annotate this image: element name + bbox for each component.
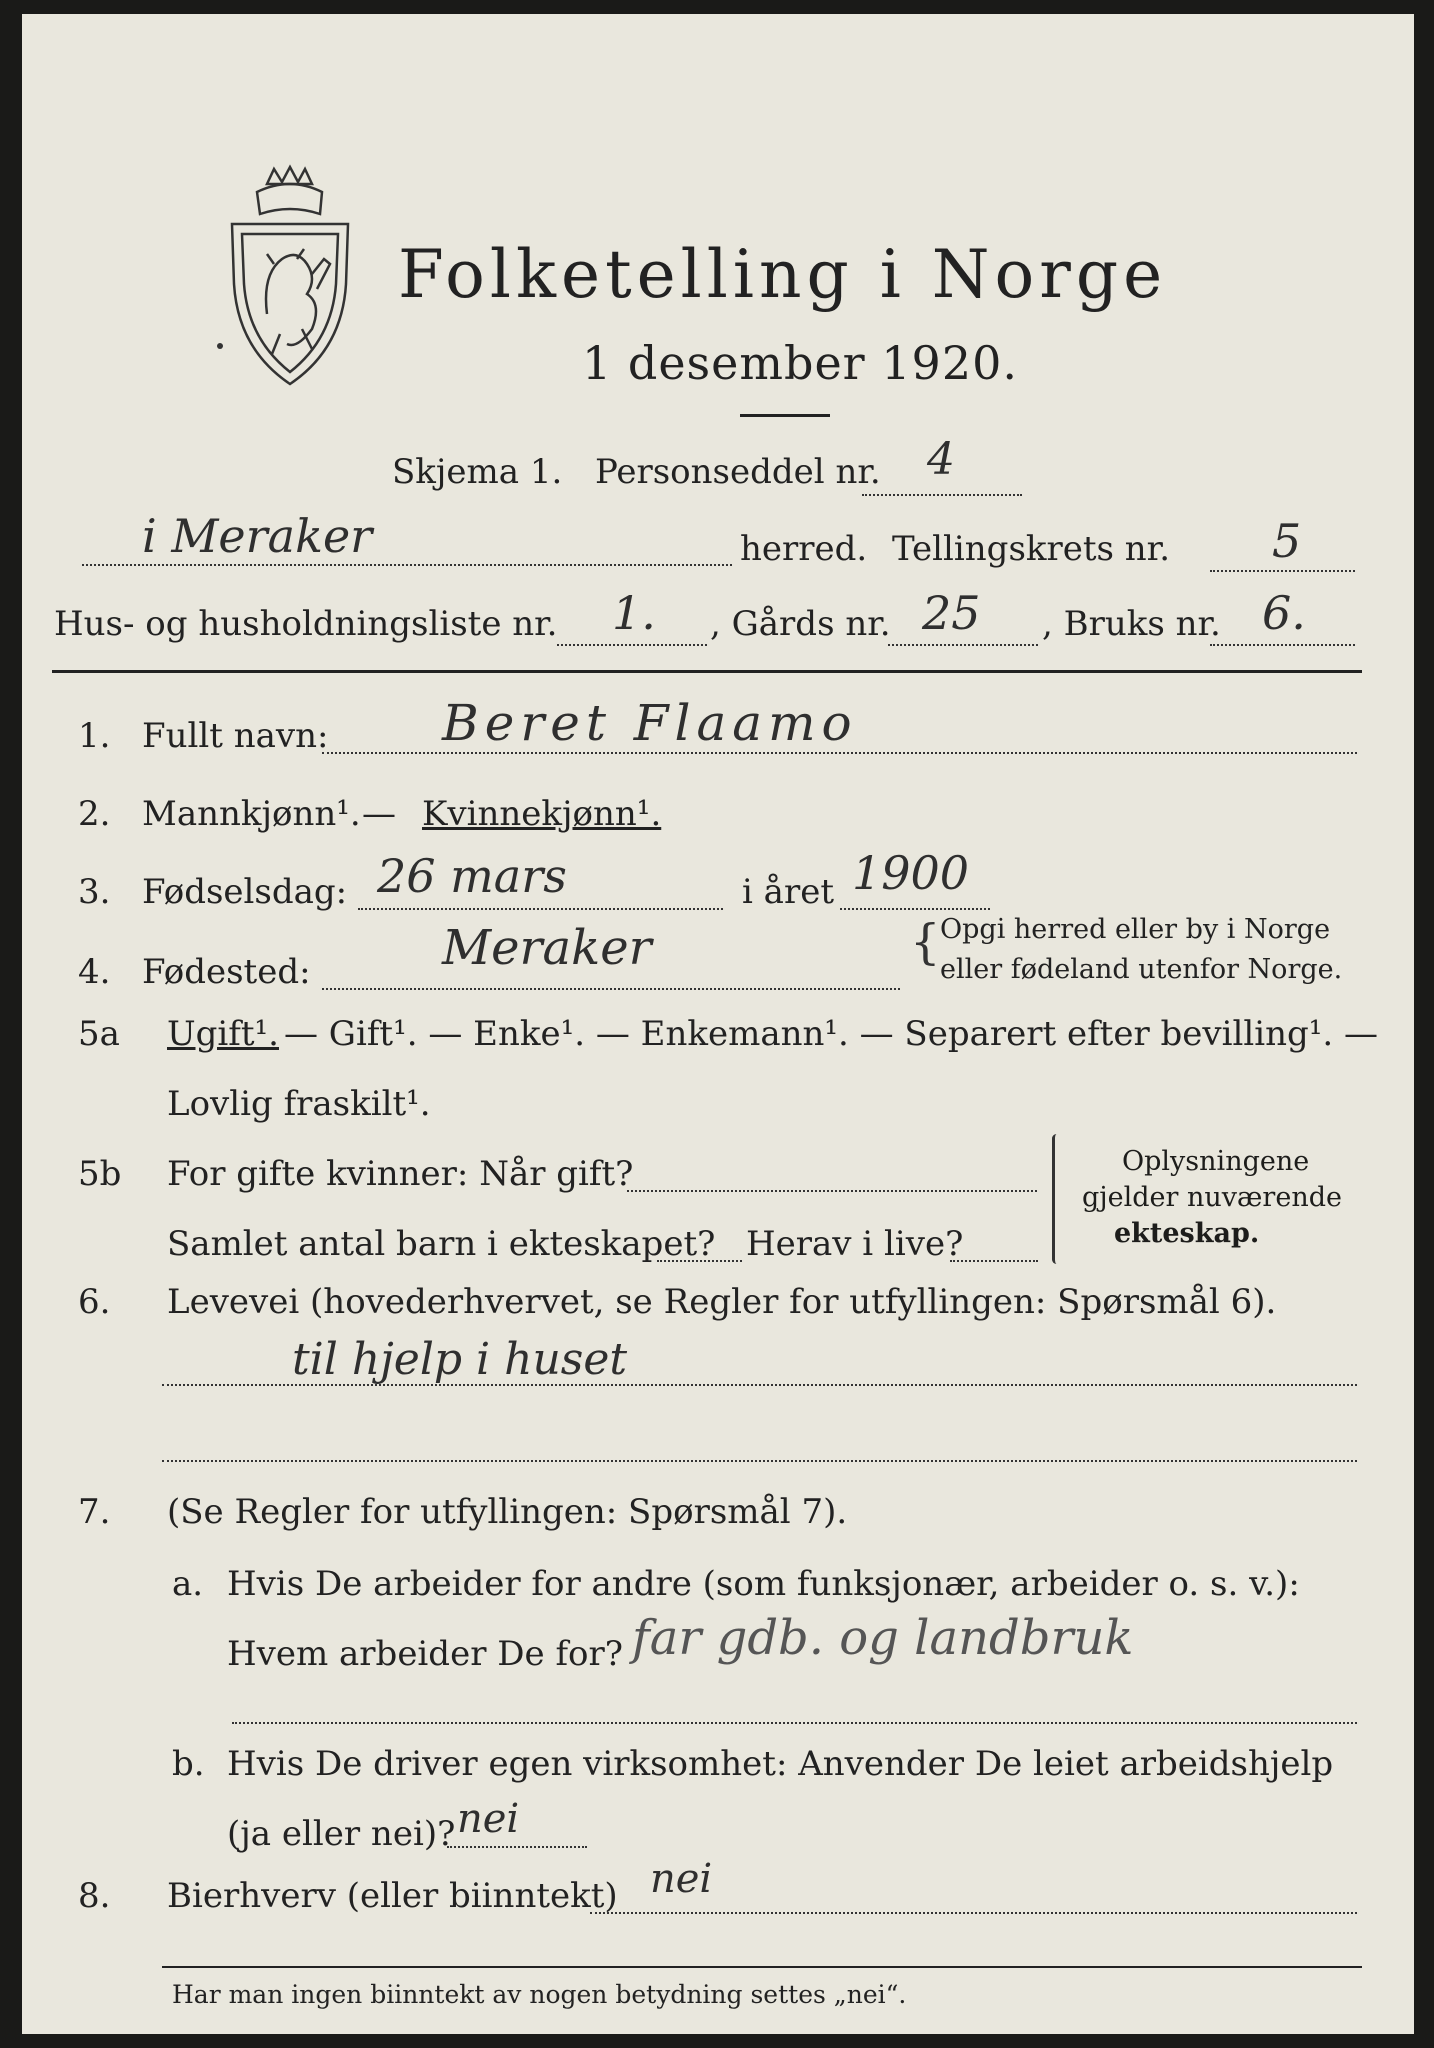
q7a-employer-value[interactable]: far gdb. og landbruk xyxy=(632,1610,1134,1666)
q2-dash: — xyxy=(362,794,396,834)
q6-line2 xyxy=(162,1460,1357,1462)
q7b-text2: (ja eller nei)? xyxy=(227,1814,456,1854)
q7-label: (Se Regler for utfyllingen: Spørsmål 7). xyxy=(167,1492,848,1532)
q4-note-line1: Opgi herred eller by i Norge xyxy=(940,914,1331,945)
q5b-note1: Oplysningene xyxy=(1122,1146,1310,1177)
q4-brace: { xyxy=(910,914,941,970)
q8-number: 8. xyxy=(78,1876,111,1916)
q7a-line2 xyxy=(232,1722,1357,1724)
q4-line xyxy=(322,988,900,990)
title-divider xyxy=(740,414,830,417)
q2-mann[interactable]: Mannkjønn¹. xyxy=(142,794,361,834)
q3-line xyxy=(358,908,723,910)
q5b-alive-line xyxy=(950,1260,1038,1262)
q7b-line xyxy=(447,1846,587,1848)
q4-number: 4. xyxy=(78,952,111,992)
q2-number: 2. xyxy=(78,794,111,834)
skjema-label: Skjema 1. xyxy=(392,452,563,492)
herred-label: herred. xyxy=(740,529,868,569)
hus-value[interactable]: 1. xyxy=(612,586,656,640)
tellingskrets-line xyxy=(1210,570,1355,572)
q3-birthday-value[interactable]: 26 mars xyxy=(377,849,567,903)
hus-label: Hus- og husholdningsliste nr. xyxy=(54,604,558,644)
q5b-children-line xyxy=(657,1260,742,1262)
personseddel-value[interactable]: 4 xyxy=(927,434,955,485)
q1-number: 1. xyxy=(78,716,111,756)
census-date: 1 desember 1920. xyxy=(582,336,1018,390)
section-divider xyxy=(52,670,1362,673)
q7a-letter: a. xyxy=(172,1564,204,1604)
gards-value[interactable]: 25 xyxy=(922,586,981,640)
q4-note-line2: eller fødeland utenfor Norge. xyxy=(940,954,1343,985)
q5a-number: 5a xyxy=(78,1014,120,1054)
q5b-herav: Herav i live? xyxy=(746,1224,964,1264)
footer-note: Har man ingen biinntekt av nogen betydning settes „nei“. xyxy=(172,1980,907,2009)
q1-line xyxy=(322,752,1357,754)
tellingskrets-value[interactable]: 5 xyxy=(1272,514,1302,568)
q5b-bracket xyxy=(1052,1134,1061,1264)
q7b-hired-help-value[interactable]: nei xyxy=(457,1796,520,1842)
q8-line xyxy=(590,1912,1357,1914)
q6-number: 6. xyxy=(78,1282,111,1322)
gards-label: , Gårds nr. xyxy=(710,604,891,644)
herred-line xyxy=(82,564,732,566)
q5b-number: 5b xyxy=(78,1154,122,1194)
q3-aret-label: i året xyxy=(742,872,834,912)
q5a-options[interactable]: — Gift¹. — Enke¹. — Enkemann¹. — Separert efter bevilling¹. — xyxy=(284,1014,1379,1054)
q6-line1 xyxy=(162,1384,1357,1386)
q5b-label2: Samlet antal barn i ekteskapet? xyxy=(167,1224,716,1264)
q3-number: 3. xyxy=(78,872,111,912)
q3-aret-line xyxy=(840,908,990,910)
bruks-label: , Bruks nr. xyxy=(1042,604,1221,644)
q5a-ugift-selected[interactable]: Ugift¹. xyxy=(167,1014,279,1054)
gards-line xyxy=(888,644,1038,646)
bruks-line xyxy=(1210,644,1355,646)
q5b-married-line xyxy=(627,1190,1037,1192)
q7a-text: Hvis De arbeider for andre (som funksjonær, arbeider o. s. v.): xyxy=(227,1564,1300,1604)
q7-number: 7. xyxy=(78,1492,111,1532)
q2-kvinne-selected[interactable]: Kvinnekjønn¹. xyxy=(422,794,662,834)
hus-line xyxy=(557,644,707,646)
q5b-note2: gjelder nuværende xyxy=(1082,1182,1342,1213)
q1-full-name-value[interactable]: Beret Flaamo xyxy=(442,694,858,752)
q8-label: Bierhverv (eller biinntekt) xyxy=(167,1876,618,1916)
q4-label: Fødested: xyxy=(142,952,311,992)
q1-label: Fullt navn: xyxy=(142,716,329,756)
q6-label: Levevei (hovederhvervet, se Regler for utfyllingen: Spørsmål 6). xyxy=(167,1282,1277,1322)
bruks-value[interactable]: 6. xyxy=(1262,586,1306,640)
q7b-letter: b. xyxy=(172,1744,205,1784)
q7b-text: Hvis De driver egen virksomhet: Anvender De leiet arbeidshjelp xyxy=(227,1744,1334,1784)
footer-divider xyxy=(162,1966,1362,1968)
tellingskrets-label: Tellingskrets nr. xyxy=(892,529,1171,569)
q8-side-income-value[interactable]: nei xyxy=(650,1856,713,1902)
herred-value[interactable]: i Meraker xyxy=(142,509,373,563)
q5a-line2[interactable]: Lovlig fraskilt¹. xyxy=(167,1084,431,1124)
form-title: Folketelling i Norge xyxy=(398,236,1168,313)
q3-year-value[interactable]: 1900 xyxy=(852,846,970,900)
q7a-text2: Hvem arbeider De for? xyxy=(227,1634,623,1674)
q5b-note3: ekteskap. xyxy=(1114,1218,1260,1249)
q6-occupation-value[interactable]: til hjelp i huset xyxy=(292,1334,628,1385)
q5b-label: For gifte kvinner: Når gift? xyxy=(167,1154,634,1194)
q3-label: Fødselsdag: xyxy=(142,872,348,912)
q4-birthplace-value[interactable]: Meraker xyxy=(442,920,652,976)
norwegian-coat-of-arms-icon xyxy=(212,164,362,394)
personseddel-line xyxy=(862,494,1022,496)
census-form-sheet xyxy=(22,14,1414,2034)
personseddel-label: Personseddel nr. xyxy=(595,452,881,492)
